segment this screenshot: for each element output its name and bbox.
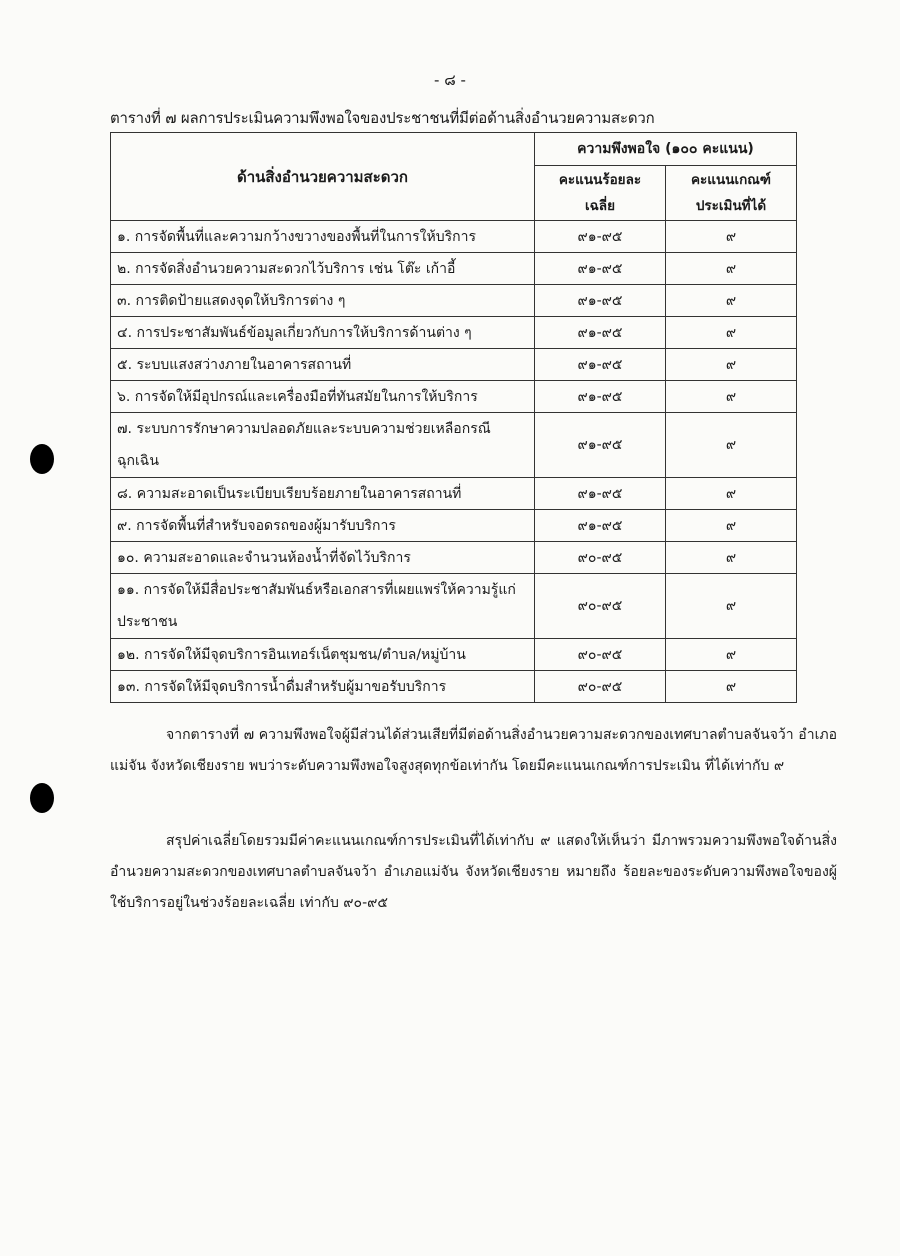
score-header-line1: คะแนนเกณฑ์ xyxy=(691,172,771,188)
average-header-line1: คะแนนร้อยละ xyxy=(558,172,642,188)
row-item: ๔. การประชาสัมพันธ์ข้อมูลเกี่ยวกับการให้บริการด้านต่าง ๆ xyxy=(111,317,535,349)
row-average: ๙๐-๙๕ xyxy=(535,574,666,639)
table-row xyxy=(111,285,797,317)
row-average: ๙๑-๙๕ xyxy=(535,381,666,413)
row-item: ๕. ระบบแสงสว่างภายในอาคารสถานที่ xyxy=(111,349,535,381)
table-row xyxy=(111,317,797,349)
column-header-satisfaction: ความพึงพอใจ (๑๐๐ คะแนน) xyxy=(535,133,797,166)
summary-paragraph-2: สรุปค่าเฉลี่ยโดยรวมมีค่าคะแนนเกณฑ์การประเมินที่ได้เท่ากับ ๙ แสดงให้เห็นว่า มีภาพรวมความพึงพอใจด้านสิ่งอำนวยความสะดวกของเทศบาลตำบลจันจว้า อำเภอแม่จัน จังหวัดเชียงราย หมายถึง ร้อยละของระดับความพึงพอใจของผู้ใช้บริการอยู่ในช่วงร้อยละเฉลี่ย เท่ากับ ๙๐-๙๕ xyxy=(110,833,837,911)
row-item: ๑๑. การจัดให้มีสื่อประชาสัมพันธ์หรือเอกสารที่เผยแพร่ให้ความรู้แก่ประชาชน xyxy=(111,574,535,639)
row-item: ๖. การจัดให้มีอุปกรณ์และเครื่องมือที่ทันสมัยในการให้บริการ xyxy=(111,381,535,413)
row-item: ๙. การจัดพื้นที่สำหรับจอดรถของผู้มารับบริการ xyxy=(111,510,535,542)
row-item: ๑. การจัดพื้นที่และความกว้างขวางของพื้นที่ในการให้บริการ xyxy=(111,221,535,253)
table-row xyxy=(111,639,797,671)
row-average: ๙๐-๙๕ xyxy=(535,639,666,671)
row-average: ๙๑-๙๕ xyxy=(535,285,666,317)
page-number: - ๘ - xyxy=(434,71,466,89)
row-score: ๙ xyxy=(666,639,797,671)
row-item: ๗. ระบบการรักษาความปลอดภัยและระบบความช่วยเหลือกรณีฉุกเฉิน xyxy=(111,413,535,478)
column-header-score xyxy=(666,166,797,221)
row-average: ๙๑-๙๕ xyxy=(535,253,666,285)
table-row xyxy=(111,381,797,413)
row-score: ๙ xyxy=(666,317,797,349)
row-average: ๙๑-๙๕ xyxy=(535,478,666,510)
row-average: ๙๑-๙๕ xyxy=(535,317,666,349)
summary-paragraph-1: จากตารางที่ ๗ ความพึงพอใจผู้มีส่วนได้ส่วนเสียที่มีต่อด้านสิ่งอำนวยความสะดวกของเทศบาลตำบลจันจว้า อำเภอแม่จัน จังหวัดเชียงราย พบว่าระดับความพึงพอใจสูงสุดทุกข้อเท่ากัน โดยมีคะแนนเกณฑ์การประเมิน ที่ได้เท่ากับ ๙ xyxy=(110,727,837,774)
table-row xyxy=(111,349,797,381)
table-row xyxy=(111,221,797,253)
row-score: ๙ xyxy=(666,574,797,639)
row-score: ๙ xyxy=(666,349,797,381)
row-average: ๙๑-๙๕ xyxy=(535,221,666,253)
row-score: ๙ xyxy=(666,285,797,317)
average-header-line2: เฉลี่ย xyxy=(585,198,615,214)
row-score: ๙ xyxy=(666,413,797,478)
table-row xyxy=(111,542,797,574)
row-item: ๒. การจัดสิ่งอำนวยความสะดวกไว้บริการ เช่น โต๊ะ เก้าอี้ xyxy=(111,253,535,285)
row-item: ๘. ความสะอาดเป็นระเบียบเรียบร้อยภายในอาคารสถานที่ xyxy=(111,478,535,510)
score-header-line2: ประเมินที่ได้ xyxy=(695,198,767,214)
row-average: ๙๑-๙๕ xyxy=(535,413,666,478)
punch-hole-top xyxy=(30,444,54,474)
row-average: ๙๐-๙๕ xyxy=(535,542,666,574)
row-average: ๙๑-๙๕ xyxy=(535,510,666,542)
row-score: ๙ xyxy=(666,510,797,542)
column-header-facility: ด้านสิ่งอำนวยความสะดวก xyxy=(111,133,535,221)
table-caption: ตารางที่ ๗ ผลการประเมินความพึงพอใจของประชาชนที่มีต่อด้านสิ่งอำนวยความสะดวก xyxy=(110,109,655,127)
row-score: ๙ xyxy=(666,253,797,285)
row-score: ๙ xyxy=(666,542,797,574)
table-row xyxy=(111,413,797,478)
row-score: ๙ xyxy=(666,221,797,253)
column-header-average xyxy=(535,166,666,221)
row-item: ๑๐. ความสะอาดและจำนวนห้องน้ำที่จัดไว้บริการ xyxy=(111,542,535,574)
row-item: ๓. การติดป้ายแสดงจุดให้บริการต่าง ๆ xyxy=(111,285,535,317)
table-row xyxy=(111,574,797,639)
row-average: ๙๑-๙๕ xyxy=(535,349,666,381)
punch-hole-bottom xyxy=(30,783,54,813)
row-item: ๑๓. การจัดให้มีจุดบริการน้ำดื่มสำหรับผู้มาขอรับบริการ xyxy=(111,671,535,703)
table-row xyxy=(111,253,797,285)
row-score: ๙ xyxy=(666,381,797,413)
table-row xyxy=(111,478,797,510)
row-average: ๙๐-๙๕ xyxy=(535,671,666,703)
table-row xyxy=(111,671,797,703)
row-score: ๙ xyxy=(666,478,797,510)
table-row xyxy=(111,510,797,542)
satisfaction-table xyxy=(110,132,797,703)
row-score: ๙ xyxy=(666,671,797,703)
row-item: ๑๒. การจัดให้มีจุดบริการอินเทอร์เน็ตชุมชน/ตำบล/หมู่บ้าน xyxy=(111,639,535,671)
